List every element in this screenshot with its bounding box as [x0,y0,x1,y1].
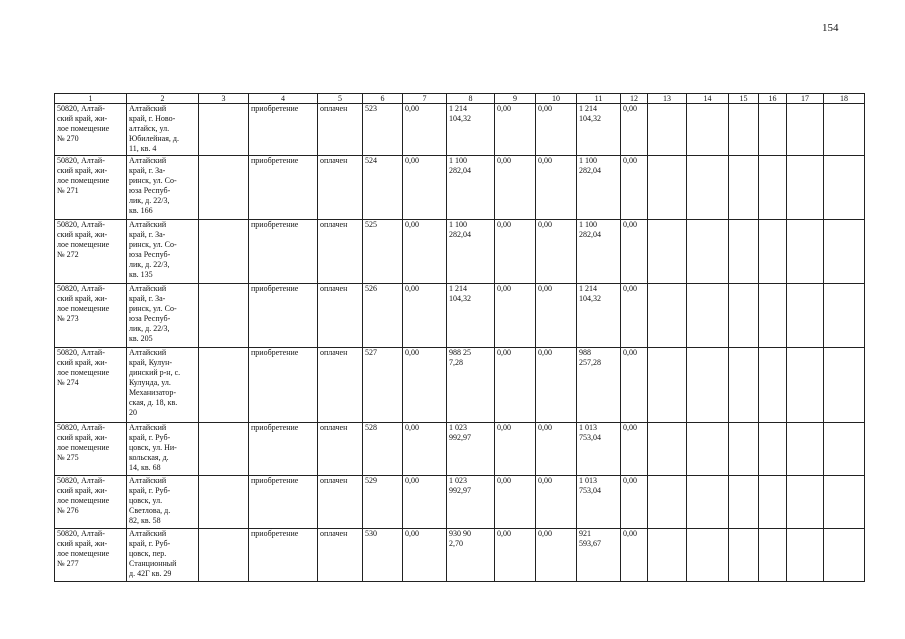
table-row [55,284,865,348]
cell-text: оплачен [320,156,348,165]
cell-col-2 [127,220,199,284]
cell-col-10 [536,476,577,529]
cell-col-14 [687,156,729,220]
cell-col-5 [318,284,363,348]
cell-col-13 [648,104,687,156]
table-row [55,529,865,582]
cell-col-2 [127,348,199,423]
cell-text: 1 100 282,04 [449,156,471,175]
cell-col-8 [447,423,495,476]
cell-text: 1 214 104,32 [579,284,601,303]
cell-col-15 [729,156,759,220]
cell-text: 50820, Алтай- ский край, жи- лое помещение № 277 [57,529,110,568]
cell-col-6 [363,423,403,476]
column-header-17: 17 [787,94,824,104]
cell-text: оплачен [320,220,348,229]
column-header-3: 3 [199,94,249,104]
cell-text: 0,00 [623,220,637,229]
cell-col-11 [577,156,621,220]
cell-col-6 [363,284,403,348]
cell-text: 1 100 282,04 [579,156,601,175]
cell-text: 0,00 [623,156,637,165]
cell-col-7 [403,348,447,423]
cell-text: оплачен [320,529,348,538]
cell-text: 1 013 753,04 [579,423,601,442]
cell-text: 0,00 [538,104,552,113]
cell-col-1 [55,220,127,284]
cell-col-9 [495,104,536,156]
cell-col-11 [577,423,621,476]
column-header-12: 12 [621,94,648,104]
cell-text: 525 [365,220,377,229]
cell-col-9 [495,156,536,220]
table-row [55,423,865,476]
cell-col-3 [199,104,249,156]
cell-col-14 [687,104,729,156]
cell-text: приобретение [251,104,299,113]
cell-col-12 [621,220,648,284]
cell-col-16 [759,348,787,423]
column-header-6: 6 [363,94,403,104]
cell-text: 50820, Алтай- ский край, жи- лое помещение № 270 [57,104,110,143]
cell-text: приобретение [251,529,299,538]
cell-col-17 [787,104,824,156]
cell-text: 930 90 2,70 [449,529,471,548]
cell-col-16 [759,529,787,582]
cell-col-6 [363,529,403,582]
cell-col-12 [621,423,648,476]
cell-col-15 [729,423,759,476]
cell-text: Алтайский край, г. Руб- цовск, ул. Светлова, д. 82, кв. 58 [129,476,171,525]
cell-col-6 [363,220,403,284]
cell-col-12 [621,284,648,348]
cell-col-1 [55,423,127,476]
cell-col-11 [577,476,621,529]
cell-text: Алтайский край, г. Руб- цовск, пер. Станционный д. 42Г кв. 29 [129,529,177,578]
cell-col-16 [759,156,787,220]
cell-text: 0,00 [497,529,511,538]
cell-text: 1 214 104,32 [449,104,471,123]
cell-text: 524 [365,156,377,165]
cell-text: 50820, Алтай- ский край, жи- лое помещение № 275 [57,423,110,462]
cell-text: 1 100 282,04 [449,220,471,239]
cell-col-10 [536,423,577,476]
cell-text: 0,00 [623,476,637,485]
cell-col-15 [729,348,759,423]
cell-text: 0,00 [405,220,419,229]
cell-col-3 [199,476,249,529]
header-row [55,94,865,104]
page-number: 154 [822,22,839,34]
column-header-18: 18 [824,94,865,104]
cell-col-6 [363,104,403,156]
cell-col-18 [824,348,865,423]
cell-col-9 [495,348,536,423]
cell-text: 0,00 [538,476,552,485]
cell-col-12 [621,348,648,423]
cell-col-7 [403,529,447,582]
cell-col-11 [577,529,621,582]
cell-col-1 [55,284,127,348]
cell-col-8 [447,476,495,529]
cell-col-4 [249,423,318,476]
cell-col-5 [318,348,363,423]
column-header-13: 13 [648,94,687,104]
cell-col-18 [824,423,865,476]
cell-col-18 [824,156,865,220]
table-row [55,476,865,529]
cell-col-4 [249,348,318,423]
cell-text: 526 [365,284,377,293]
column-header-8: 8 [447,94,495,104]
cell-col-5 [318,476,363,529]
cell-text: 527 [365,348,377,357]
cell-text: 0,00 [497,348,511,357]
cell-text: 0,00 [405,476,419,485]
cell-col-15 [729,284,759,348]
column-header-7: 7 [403,94,447,104]
cell-text: приобретение [251,156,299,165]
cell-text: оплачен [320,104,348,113]
cell-text: приобретение [251,284,299,293]
cell-text: 50820, Алтай- ский край, жи- лое помещение № 271 [57,156,110,195]
cell-text: Алтайский край, г. Ново- алтайск, ул. Юбилейная, д. 11, кв. 4 [129,104,179,153]
table-row [55,348,865,423]
cell-col-10 [536,156,577,220]
cell-col-10 [536,348,577,423]
cell-text: оплачен [320,284,348,293]
cell-col-6 [363,476,403,529]
cell-text: оплачен [320,423,348,432]
cell-col-9 [495,220,536,284]
cell-col-7 [403,284,447,348]
cell-text: 0,00 [497,423,511,432]
column-header-10: 10 [536,94,577,104]
cell-text: 529 [365,476,377,485]
cell-col-4 [249,220,318,284]
cell-col-18 [824,529,865,582]
cell-text: 988 25 7,28 [449,348,471,367]
cell-col-4 [249,476,318,529]
cell-col-7 [403,476,447,529]
column-header-15: 15 [729,94,759,104]
cell-col-4 [249,284,318,348]
cell-text: 0,00 [497,104,511,113]
cell-text: 50820, Алтай- ский край, жи- лое помещение № 276 [57,476,110,515]
cell-col-12 [621,156,648,220]
cell-col-13 [648,156,687,220]
cell-text: приобретение [251,348,299,357]
column-header-11: 11 [577,94,621,104]
cell-col-5 [318,220,363,284]
cell-text: 523 [365,104,377,113]
cell-text: 528 [365,423,377,432]
cell-col-15 [729,529,759,582]
cell-col-13 [648,348,687,423]
cell-col-17 [787,220,824,284]
cell-text: 1 214 104,32 [579,104,601,123]
column-header-14: 14 [687,94,729,104]
cell-text: 1 023 992,97 [449,423,471,442]
cell-col-3 [199,220,249,284]
cell-col-11 [577,284,621,348]
cell-text: 50820, Алтай- ский край, жи- лое помещение № 274 [57,348,110,387]
cell-col-13 [648,220,687,284]
cell-col-18 [824,220,865,284]
cell-text: 0,00 [538,529,552,538]
cell-col-10 [536,529,577,582]
cell-col-13 [648,529,687,582]
cell-col-17 [787,529,824,582]
cell-text: 0,00 [538,220,552,229]
cell-text: 0,00 [538,423,552,432]
cell-col-10 [536,284,577,348]
cell-col-11 [577,104,621,156]
cell-text: 0,00 [623,529,637,538]
cell-col-2 [127,423,199,476]
cell-col-7 [403,156,447,220]
cell-col-5 [318,529,363,582]
cell-col-18 [824,476,865,529]
cell-col-17 [787,348,824,423]
cell-col-17 [787,423,824,476]
cell-col-9 [495,476,536,529]
cell-col-1 [55,348,127,423]
cell-col-9 [495,423,536,476]
cell-col-12 [621,476,648,529]
cell-text: Алтайский край, г. За- ринск, ул. Со- юза Респуб- лик, д. 22/3, кв. 166 [129,156,177,215]
cell-col-3 [199,348,249,423]
cell-col-16 [759,423,787,476]
cell-text: 1 100 282,04 [579,220,601,239]
table-body [55,104,865,582]
cell-col-9 [495,284,536,348]
cell-col-7 [403,220,447,284]
cell-col-14 [687,284,729,348]
cell-col-8 [447,104,495,156]
cell-col-18 [824,284,865,348]
cell-text: 530 [365,529,377,538]
cell-col-16 [759,476,787,529]
cell-col-8 [447,529,495,582]
column-header-1: 1 [55,94,127,104]
cell-text: 0,00 [623,284,637,293]
cell-col-13 [648,476,687,529]
cell-col-14 [687,529,729,582]
cell-col-6 [363,348,403,423]
cell-col-2 [127,476,199,529]
cell-text: 0,00 [538,284,552,293]
cell-col-15 [729,220,759,284]
cell-text: оплачен [320,348,348,357]
cell-col-14 [687,348,729,423]
cell-text: 0,00 [405,104,419,113]
cell-col-3 [199,529,249,582]
cell-col-17 [787,156,824,220]
cell-text: 921 593,67 [579,529,601,548]
cell-text: приобретение [251,423,299,432]
column-header-9: 9 [495,94,536,104]
cell-col-11 [577,348,621,423]
cell-text: 0,00 [405,529,419,538]
cell-text: 0,00 [497,220,511,229]
cell-col-15 [729,476,759,529]
cell-text: приобретение [251,220,299,229]
cell-text: Алтайский край, г. За- ринск, ул. Со- юза Респуб- лик, д. 22/3, кв. 205 [129,284,177,343]
cell-text: 0,00 [497,156,511,165]
cell-text: 0,00 [623,423,637,432]
cell-col-1 [55,156,127,220]
cell-col-8 [447,284,495,348]
cell-text: 0,00 [405,284,419,293]
column-header-2: 2 [127,94,199,104]
cell-col-16 [759,104,787,156]
column-header-5: 5 [318,94,363,104]
cell-col-5 [318,104,363,156]
cell-text: 1 214 104,32 [449,284,471,303]
cell-col-9 [495,529,536,582]
cell-col-12 [621,529,648,582]
cell-col-14 [687,220,729,284]
cell-col-7 [403,104,447,156]
cell-text: 50820, Алтай- ский край, жи- лое помещение № 273 [57,284,110,323]
cell-col-15 [729,104,759,156]
cell-col-10 [536,220,577,284]
cell-col-2 [127,284,199,348]
cell-col-14 [687,476,729,529]
cell-col-5 [318,423,363,476]
cell-col-8 [447,156,495,220]
cell-text: Алтайский край, г. За- ринск, ул. Со- юза Респуб- лик, д. 22/3, кв. 135 [129,220,177,279]
cell-col-10 [536,104,577,156]
cell-col-18 [824,104,865,156]
cell-text: 0,00 [405,423,419,432]
cell-text: 50820, Алтай- ский край, жи- лое помещение № 272 [57,220,110,259]
cell-text: 0,00 [497,476,511,485]
cell-text: 1 013 753,04 [579,476,601,495]
cell-text: 0,00 [623,348,637,357]
register-table [54,93,865,582]
cell-text: приобретение [251,476,299,485]
cell-col-2 [127,156,199,220]
cell-col-1 [55,529,127,582]
cell-col-17 [787,476,824,529]
cell-col-13 [648,423,687,476]
cell-col-11 [577,220,621,284]
cell-col-2 [127,104,199,156]
cell-col-3 [199,284,249,348]
cell-col-16 [759,220,787,284]
cell-text: оплачен [320,476,348,485]
cell-text: 0,00 [623,104,637,113]
cell-col-8 [447,348,495,423]
cell-text: 0,00 [405,348,419,357]
cell-text: 0,00 [538,348,552,357]
cell-col-8 [447,220,495,284]
cell-col-13 [648,284,687,348]
cell-text: 0,00 [538,156,552,165]
cell-col-2 [127,529,199,582]
cell-col-6 [363,156,403,220]
column-header-16: 16 [759,94,787,104]
cell-text: 0,00 [497,284,511,293]
cell-col-17 [787,284,824,348]
cell-text: 988 257,28 [579,348,601,367]
cell-col-4 [249,104,318,156]
table-row [55,156,865,220]
cell-col-5 [318,156,363,220]
cell-text: 1 023 992,97 [449,476,471,495]
cell-text: 0,00 [405,156,419,165]
cell-col-16 [759,284,787,348]
column-header-4: 4 [249,94,318,104]
table-row [55,220,865,284]
cell-col-3 [199,156,249,220]
cell-col-7 [403,423,447,476]
cell-col-3 [199,423,249,476]
cell-text: Алтайский край, Кулун- динский р-н, с. Кулунда, ул. Механизатор- ская, д. 18, кв. 20 [129,348,181,417]
cell-col-12 [621,104,648,156]
cell-col-14 [687,423,729,476]
cell-col-1 [55,476,127,529]
cell-col-4 [249,529,318,582]
cell-col-4 [249,156,318,220]
cell-col-1 [55,104,127,156]
cell-text: Алтайский край, г. Руб- цовск, ул. Ни- кольская, д. 14, кв. 68 [129,423,177,472]
table-row [55,104,865,156]
